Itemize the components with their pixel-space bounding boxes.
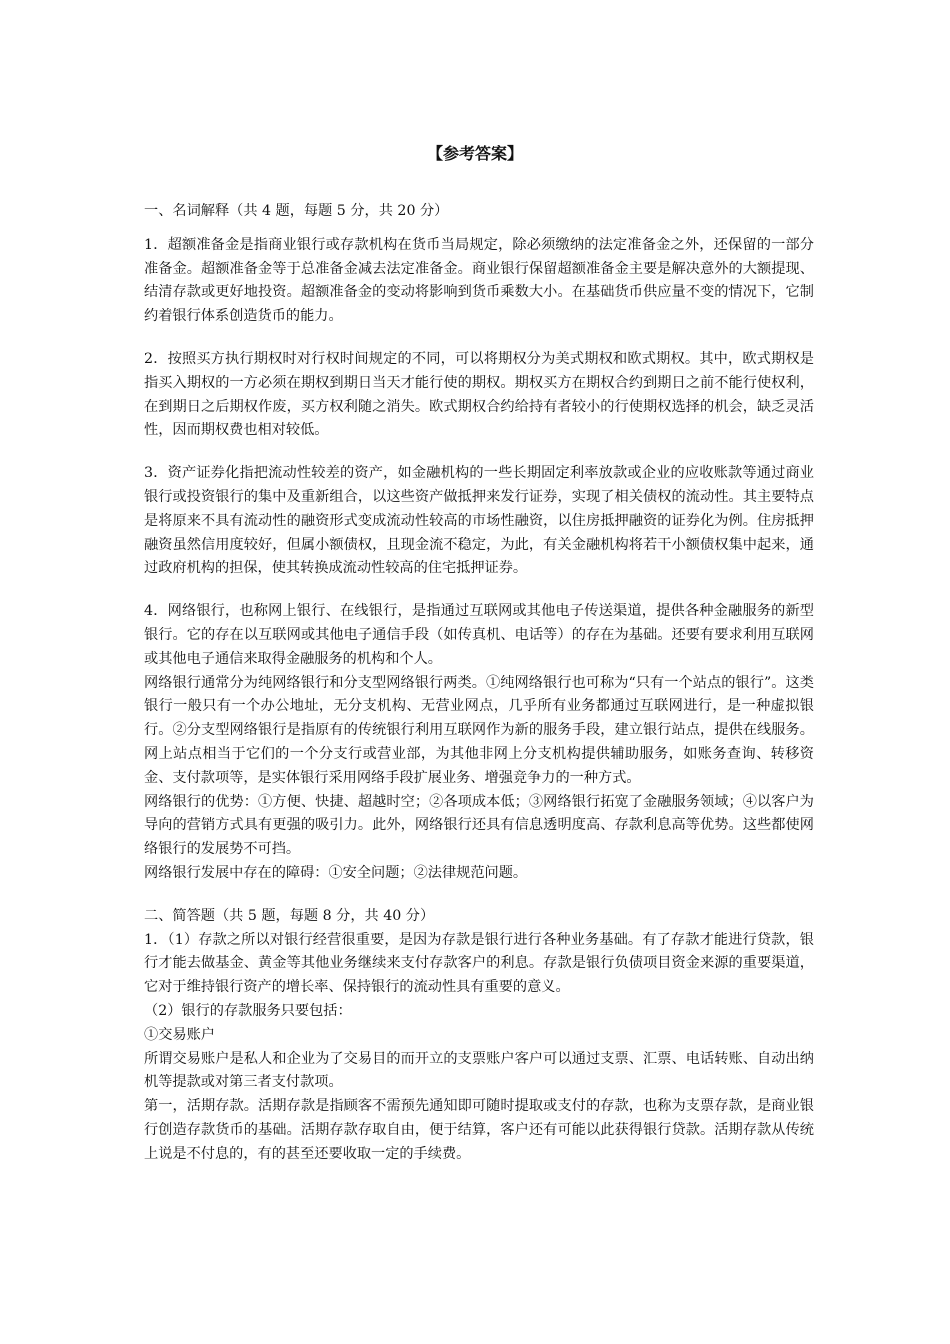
section2-heading: 二、简答题（共 5 题，每题 8 分，共 40 分） [144,907,435,924]
answer-2-1-demand-deposit: 第一，活期存款。活期存款是指顾客不需预先通知即可随时提取或支付的存款，也称为支票存款，是商业银行创造存款货币的基础。活期存款存取自由，便于结算，客户还有可能以此获得银行贷款。活期存款从传统上说是不付息的，有的甚至还要收取一定的手续费。 [144,1098,814,1162]
page-title: 【参考答案】 [426,144,523,163]
answer-1-4-obstacles: 网络银行发展中存在的障碍：①安全问题；②法律规范问题。 [144,864,528,881]
answer-2-1-importance: 1．（1）存款之所以对银行经营很重要，是因为存款是银行进行各种业务基础。有了存款才能进行贷款，银行才能去做基金、黄金等其他业务继续来支付存款客户的利息。存款是银行负债项目资金来源的重要渠道，它对于维持银行资产的增长率、保持银行的流动性具有重要的意义。 [144,931,814,996]
document-body [144,200,814,1166]
answer-2-1-transaction-definition: 所谓交易账户是私人和企业为了交易目的而开立的支票账户客户可以通过支票、汇票、电话转账、自动出纳机等提款或对第三者支付款项。 [144,1050,814,1091]
section1-heading: 一、名词解释（共 4 题，每题 5 分，共 20 分） [144,203,449,219]
answer-2-1-services-intro: （2）银行的存款服务只要包括： [144,1002,352,1019]
answer-1-4-types: 网络银行通常分为纯网络银行和分支型网络银行两类。①纯网络银行也可称为“只有一个站点的银行”。这类银行一般只有一个办公地址，无分支机构、无营业网点，几乎所有业务都通过互联网进行，是一种虚拟银行。②分支型网络银行是指原有的传统银行利用互联网作为新的服务手段，建立银行站点，提供在线服务。网上站点相当于它们的一个分支行或营业部，为其他非网上分支机构提供辅助服务，如账务查询、转移资金、支付款项等，是实体银行采用网络手段扩展业务、增强竞争力的一种方式。 [144,674,814,786]
answer-2-1-transaction-account: ①交易账户 [144,1026,215,1043]
answer-1-3: 3．资产证券化指把流动性较差的资产，如金融机构的一些长期固定利率放款或企业的应收账款等通过商业银行或投资银行的集中及重新组合，以这些资产做抵押来发行证券，实现了相关债权的流动性。其主要特点是将原来不具有流动性的融资形式变成流动性较高的市场性融资，以住房抵押融资的证券化为例。住房抵押融资虽然信用度较好，但属小额债权，且现金流不稳定，为此，有关金融机构将若干小额债权集中起来，通过政府机构的担保，使其转换成流动性较高的住宅抵押证券。 [144,465,814,577]
answer-1-1: 1．超额准备金是指商业银行或存款机构在货币当局规定，除必须缴纳的法定准备金之外，还保留的一部分准备金。超额准备金等于总准备金减去法定准备金。商业银行保留超额准备金主要是解决意外的大额提现、结清存款或更好地投资。超额准备金的变动将影响到货币乘数大小。在基础货币供应量不变的情况下，它制约着银行体系创造货币的能力。 [144,236,814,325]
answer-1-4-advantages: 网络银行的优势：①方便、快捷、超越时空；②各项成本低；③网络银行拓宽了金融服务领域；④以客户为导向的营销方式具有更强的吸引力。此外，网络银行还具有信息透明度高、存款利息高等优势。这些都使网络银行的发展势不可挡。 [144,793,814,858]
answer-1-4-definition: 4．网络银行，也称网上银行、在线银行，是指通过互联网或其他电子传送渠道，提供各种金融服务的新型银行。它的存在以互联网或其他电子通信手段（如传真机、电话等）的存在为基础。还要有要求利用互联网或其他电子通信来取得金融服务的机构和个人。 [144,603,814,667]
answer-1-2: 2．按照买方执行期权时对行权时间规定的不同，可以将期权分为美式期权和欧式期权。其中，欧式期权是指买入期权的一方必须在期权到期日当天才能行使的期权。期权买方在期权合约到期日之前不能行使权利，在到期日之后期权作废，买方权利随之消失。欧式期权合约给持有者较小的行使期权选择的机会，缺乏灵活性，因而期权费也相对较低。 [144,350,814,439]
